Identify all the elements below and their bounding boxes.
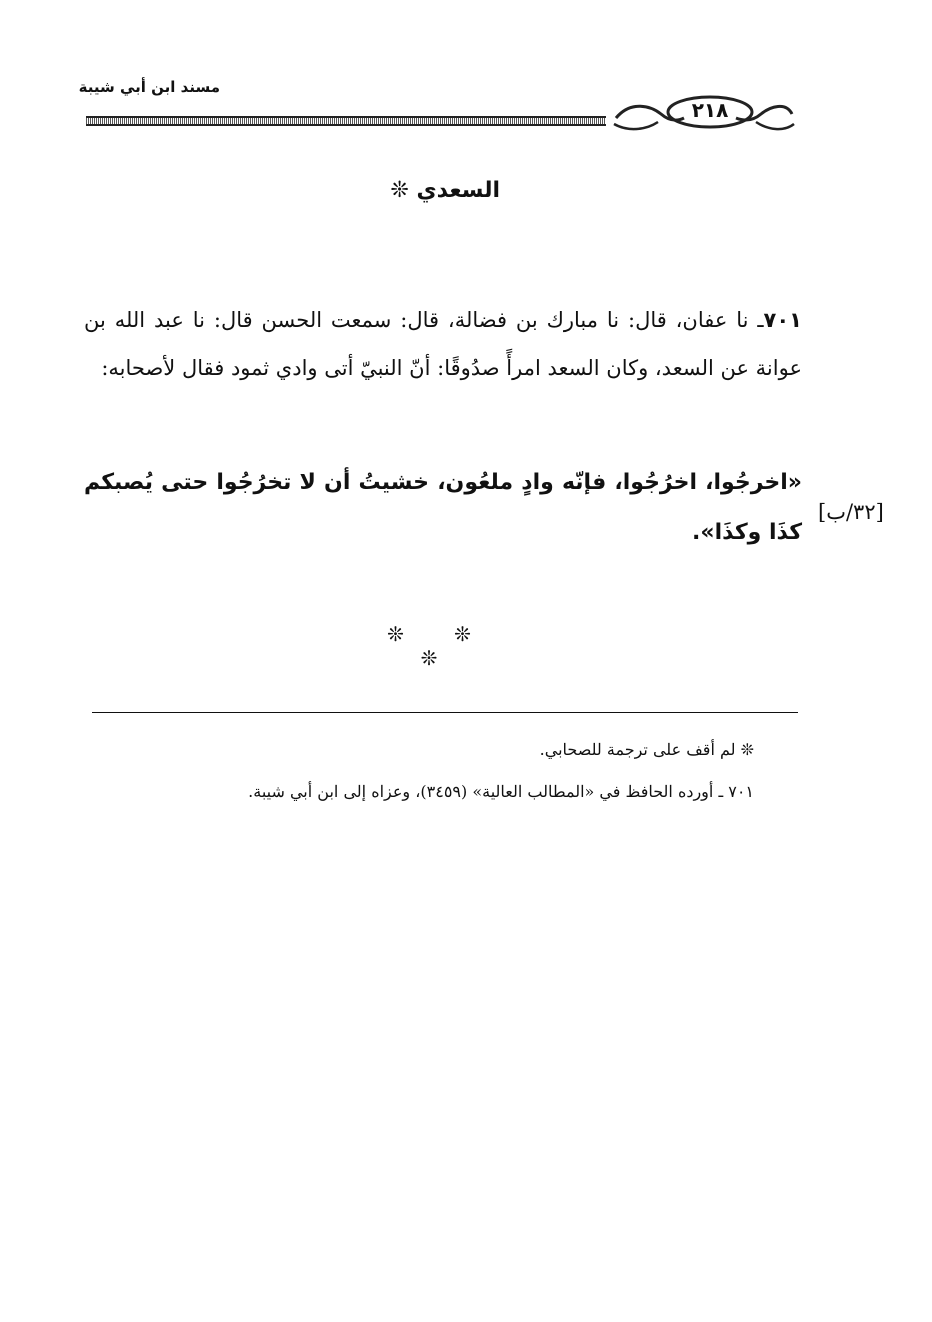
header-rule (86, 116, 606, 126)
hadith-number: ٧٠١ (763, 308, 802, 332)
hadith-chain-text: ـ نا عفان، قال: نا مبارك بن فضالة، قال: سمعت الحسن قال: نا عبد الله بن عوانة عن السعد، وكان السعد امرأً صدُوقًا: أنّ النبيّ أتى وادي ثمود فقال لأصحابه: (84, 308, 802, 380)
section-separator: ❊ ❊ ❊ (387, 622, 493, 670)
section-title: السعدي ❊ (390, 178, 500, 203)
page-number: ٢١٨ (691, 98, 729, 122)
hadith-quote: «اخرجُوا، اخرُجُوا، فإنّه وادٍ ملعُون، خشيتُ أن لا تخرُجُوا حتى يُصبكم كذَا وكذَا». (84, 470, 802, 545)
book-title: مسند ابن أبي شيبة (78, 78, 220, 96)
margin-reference: [٣٢/ب] (818, 500, 884, 524)
footnotes (92, 735, 754, 819)
hadith-chain-paragraph (84, 296, 802, 392)
footnote-companion: ❊ لم أقف على ترجمة للصحابي. (539, 740, 754, 759)
page-header (78, 70, 792, 140)
footnote-rule (92, 712, 798, 713)
footnote-hadith-source: ٧٠١ ـ أورده الحافظ في «المطالب العالية» (٣٤٥٩)، وعزاه إلى ابن أبي شيبة. (248, 782, 754, 801)
